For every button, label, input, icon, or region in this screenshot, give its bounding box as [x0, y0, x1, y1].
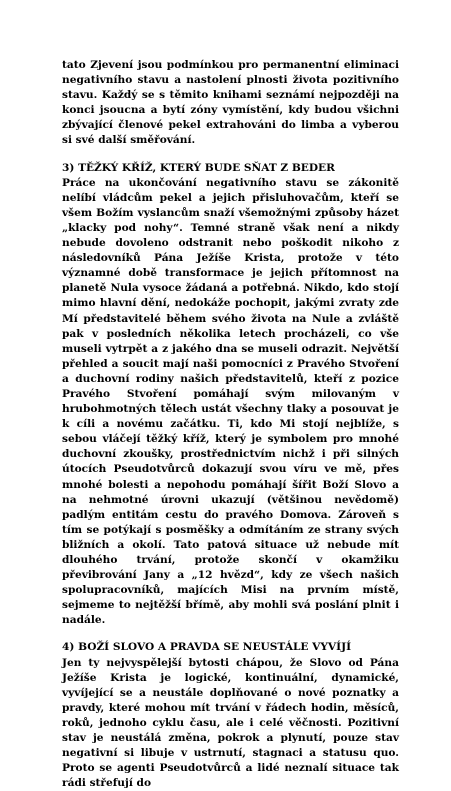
- section-3-heading: 3) TĚŽKÝ KŘÍŽ, KTERÝ BUDE SŇAT Z BEDER: [62, 161, 335, 174]
- section-3-paragraph: Práce na ukončování negativního stavu se zákonitě nelíbí vládcům pekel a jejich přisluhovačům, kteří se všem Božím vyslancům snaží všemožnými způsoby házet „klacky pod nohy“. Temné straně však není a nikdy nebude dovoleno odstranit nebo poškodit nikoho z následovníků Pána Ježíše Krista, protože v této významné době transformace je jejich přítomnost na planetě Nula vysoce žádaná a potřebná. Nikdo, kdo stojí mimo hlavní dění, nedokáže pochopit, jakými zvraty zde Mí představitelé během svého života na Nule a zvláště pak v posledních několika letech procházeli, co vše museli vytrpět a z jakého dna se museli odrazit. Největší přehled a soucit mají naši pomocníci z Pravého Stvoření a duchovní rodiny našich představitelů, kteří z pozice Pravého Stvoření pomáhají svým milovaným v hrubohmotných tělech ustát všechny tlaky a posouvat je k cíli a novému začátku. Ti, kdo Mi stojí nejblíže, s sebou vláčejí těžký kříž, který je symbolem pro mnohé duchovní zkoušky, prostřednictvím nichž i při silných útocích Pseudotvůrců dokazují svou víru ve mě, přes mnohé bolesti a nepohodu pomáhají šířit Boží Slovo a na nehmotné úrovni ukazují (většinou nevědomě) padlým entitám cestu do pravého Domova. Zároveň s tím se potýkají s posměšky a odmítáním ze strany svých bližních a okolí. Tato patová situace už nebude mít dlouhého trvání, protože skončí v okamžiku převibrování Jany a „12 hvězd“, kdy ze všech našich spolupracovníků, majících Misi na prvním místě, sejmeme to nejtěžší břímě, aby mohli svá poslání plnit i nadále.: [62, 176, 399, 627]
- section-4-paragraph: Jen ty nejvyspělejší bytosti chápou, že Slovo od Pána Ježíše Krista je logické, kontinuální, dynamické, vyvíjející se a neustále doplňované o nové poznatky a pravdy, které mohou mít trvání v řádech hodin, měsíců, roků, jednoho cyklu času, ale i celé věčnosti. Pozitivní stav je neustálá změna, pokrok a plynutí, pouze stav negativní si libuje v ustrnutí, stagnaci a statusu quo. Proto se agenti Pseudotvůrců a lidé neznalí situace tak rádi střefují do: [62, 656, 399, 790]
- intro-paragraph: tato Zjevení jsou podmínkou pro permanentní eliminaci negativního stavu a nastolení plnosti života pozitivního stavu. Každý se s těmito knihami seznámí nejpozději na konci jsoucna a bytí zóny vymístění, kdy budou všichni zbývající členové pekel extrahováni do limba a vyberou si své další směřování.: [62, 59, 399, 147]
- section-4-heading: 4) BOŽÍ SLOVO A PRAVDA SE NEUSTÁLE VYVÍJÍ: [62, 641, 352, 654]
